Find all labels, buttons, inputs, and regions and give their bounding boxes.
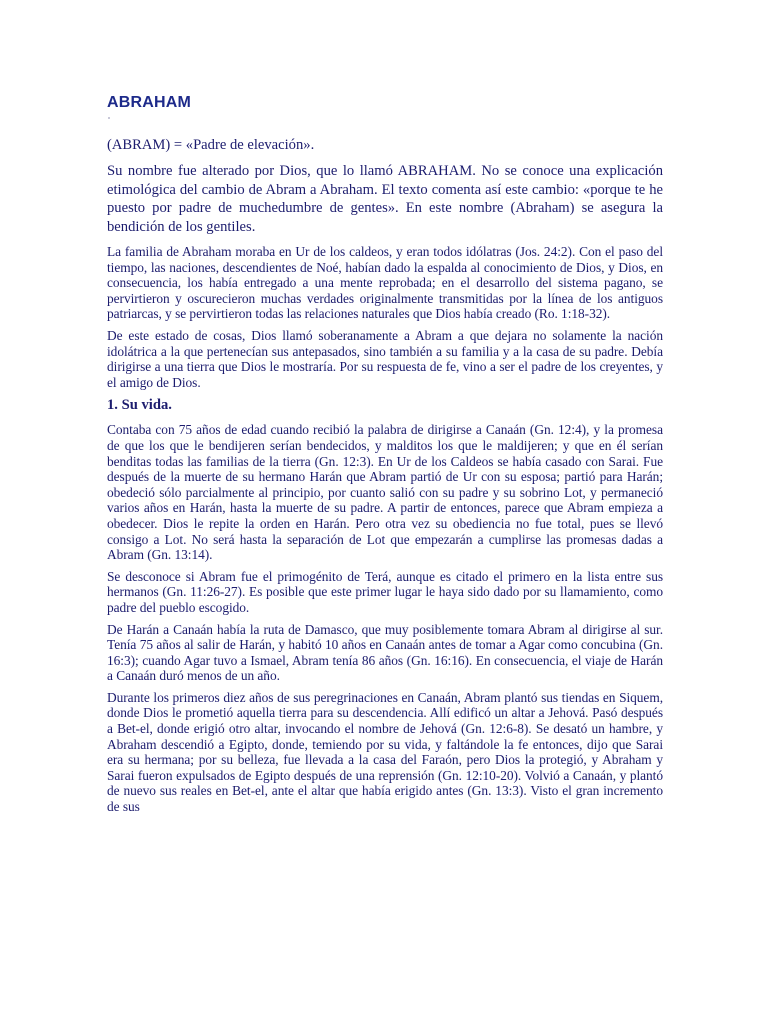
paragraph-family: La familia de Abraham moraba en Ur de los caldeos, y eran todos idólatras (Jos. 24:2). Con el paso del tiempo, las naciones, descendientes de Noé, habían dado la espalda al conocimiento de Dios, y Dios, en consecuencia, los había entregado a una mente reprobada; en el desarrollo del sistema pagano, se pervirtieron y oscurecieron muchas verdades originalmente transmitidas por la línea de los antiguos patriarcas, y se pervirtieron todas las relaciones naturales que Dios había creado (Ro. 1:18-32). bbox=[107, 244, 663, 322]
page-title: ABRAHAM bbox=[107, 94, 192, 111]
section-heading: 1. Su vida. bbox=[107, 397, 172, 414]
paragraph-life-1: Contaba con 75 años de edad cuando recibió la palabra de dirigirse a Canaán (Gn. 12:4), y la promesa de que los que le bendijeren serían bendecidos, y malditos los que le maldijeren; y que en él serían benditas todas las familias de la tierra (Gn. 12:3). En Ur de los Caldeos se había casado con Sarai. Fue después de la muerte de su hermano Harán que Abram partió de Ur con su esposa; partió para Harán; obedeció sólo parcialmente al principio, por cuanto salió con su padre y su sobrino Lot, y permaneció varios años en Harán, hasta la muerte de su padre. A partir de entonces, parece que Abram empieza a obedecer. Dios le repite la orden en Harán. Pero otra vez su obediencia no fue total, pues se llevó consigo a Lot. No será hasta la separación de Lot que empezarán a cumplirse las promesas dadas a Abram (Gn. 13:14). bbox=[107, 422, 663, 563]
paragraph-life-3: De Harán a Canaán había la ruta de Damasco, que muy posiblemente tomara Abram al dirigirse al sur. Tenía 75 años al salir de Harán, y habitó 10 años en Canaán antes de tomar a Agar como concubina (Gn. 16:3); cuando Agar tuvo a Ismael, Abram tenía 86 años (Gn. 16:16). En consecuencia, el viaje de Harán a Canaán duró menos de un año. bbox=[107, 621, 663, 684]
paragraph-life-4: Durante los primeros diez años de sus peregrinaciones en Canaán, Abram plantó sus tiendas en Siquem, donde Dios le prometió aquella tierra para su descendencia. Allí edificó un altar a Jehová. Pasó después a Bet-el, donde erigió otro altar, invocando el nombre de Jehová (Gn. 12:6-8). Se desató un hambre, y Abraham descendió a Egipto, donde, temiendo por su vida, y faltándole la fe entonces, dijo que Sarai era su hermana; por su belleza, fue llevada a la casa del Faraón, pero Dios la protegió, y Abraham y Sarai fueron expulsados de Egipto después de una reprensión (Gn. 12:10-20). Volvió a Canaán, y plantó de nuevo sus reales en Bet-el, ante el altar que había erigido antes (Gn. 13:3). Visto el gran incremento de sus bbox=[107, 689, 663, 815]
paragraph-name-change: Su nombre fue alterado por Dios, que lo llamó ABRAHAM. No se conoce una explicación etimológica del cambio de Abram a Abraham. El texto comenta así este cambio: «porque te he puesto por padre de muchedumbre de gentes». En este nombre (Abraham) se asegura la bendición de los gentiles. bbox=[107, 163, 663, 235]
paragraph-meaning: (ABRAM) = «Padre de elevación». bbox=[107, 137, 315, 153]
paragraph-call: De este estado de cosas, Dios llamó soberanamente a Abram a que dejara no solamente la nación idolátrica a la que pertenecían sus antepasados, sino también a su familia y a la casa de su padre. Debía dirigirse a una tierra que Dios le mostraría. Por su respuesta de fe, vino a ser el padre de los creyentes, y el amigo de Dios. bbox=[107, 328, 663, 390]
decorative-dot bbox=[108, 117, 110, 119]
paragraph-life-2: Se desconoce si Abram fue el primogénito de Terá, aunque es citado el primero en la lista entre sus hermanos (Gn. 11:26-27). Es posible que este primer lugar le haya sido dado por su llamamiento, como padre del pueblo escogido. bbox=[107, 568, 663, 615]
